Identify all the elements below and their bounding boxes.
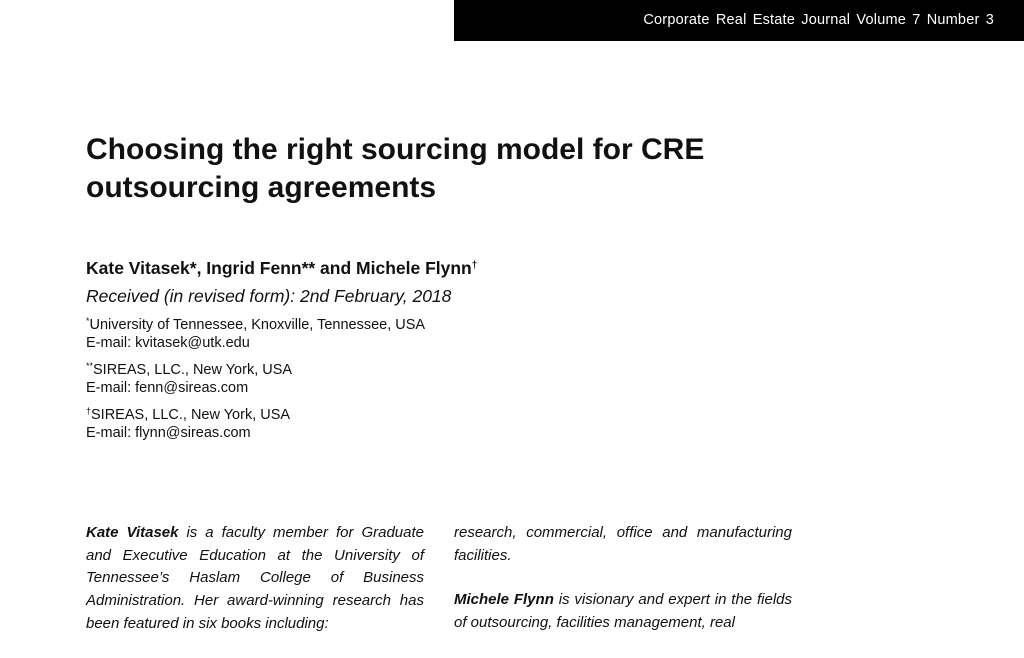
author-names: Kate Vitasek*, Ingrid Fenn** and Michele Flynn [86, 258, 472, 278]
bio-name: Michele Flynn [454, 591, 554, 609]
affiliation-email: E-mail: flynn@sireas.com [86, 425, 251, 441]
affiliation-org-text: SIREAS, LLC., New York, USA [91, 407, 291, 423]
article-title: Choosing the right sourcing model for CRE outsourcing agreements [86, 133, 705, 204]
affiliation-3 [86, 406, 290, 442]
affiliation-mark: ** [86, 361, 94, 371]
affiliation-mark: † [86, 406, 92, 416]
bio-kate-vitasek [86, 522, 424, 636]
affiliation-org [86, 361, 292, 379]
affiliation-org-text: SIREAS, LLC., New York, USA [93, 362, 293, 378]
bio-text: is visionary and expert in the fields of outsourcing, facilities management, real [454, 591, 793, 632]
bio-text: is a faculty member for Graduate and Executive Education at the University of Tennessee’s Haslam College of Business Administration. Her award-winning research has been featured in six books including: [86, 524, 424, 632]
bio-column-left [86, 522, 424, 658]
journal-header-bar [454, 0, 1024, 41]
author-line [86, 256, 477, 280]
author-dagger-mark: † [471, 260, 478, 271]
affiliation-org [86, 316, 425, 334]
bio-name: Kate Vitasek [86, 524, 179, 541]
affiliation-1 [86, 316, 425, 352]
bio-column-right [454, 522, 792, 657]
affiliation-email: E-mail: kvitasek@utk.edu [86, 335, 250, 351]
bio-continuation: research, commercial, office and manufacturing facilities. [454, 524, 792, 564]
affiliation-mark: * [86, 316, 90, 326]
affiliation-org-text: University of Tennessee, Knoxville, Tennessee, USA [89, 317, 426, 333]
affiliation-org [86, 406, 290, 424]
received-date: Received (in revised form): 2nd February, 2018 [86, 286, 452, 306]
bio-michele-flynn [454, 589, 792, 634]
affiliation-2 [86, 361, 292, 397]
affiliation-email: E-mail: fenn@sireas.com [86, 380, 249, 396]
journal-name: Corporate Real Estate Journal Volume 7 Number 3 [643, 12, 994, 28]
